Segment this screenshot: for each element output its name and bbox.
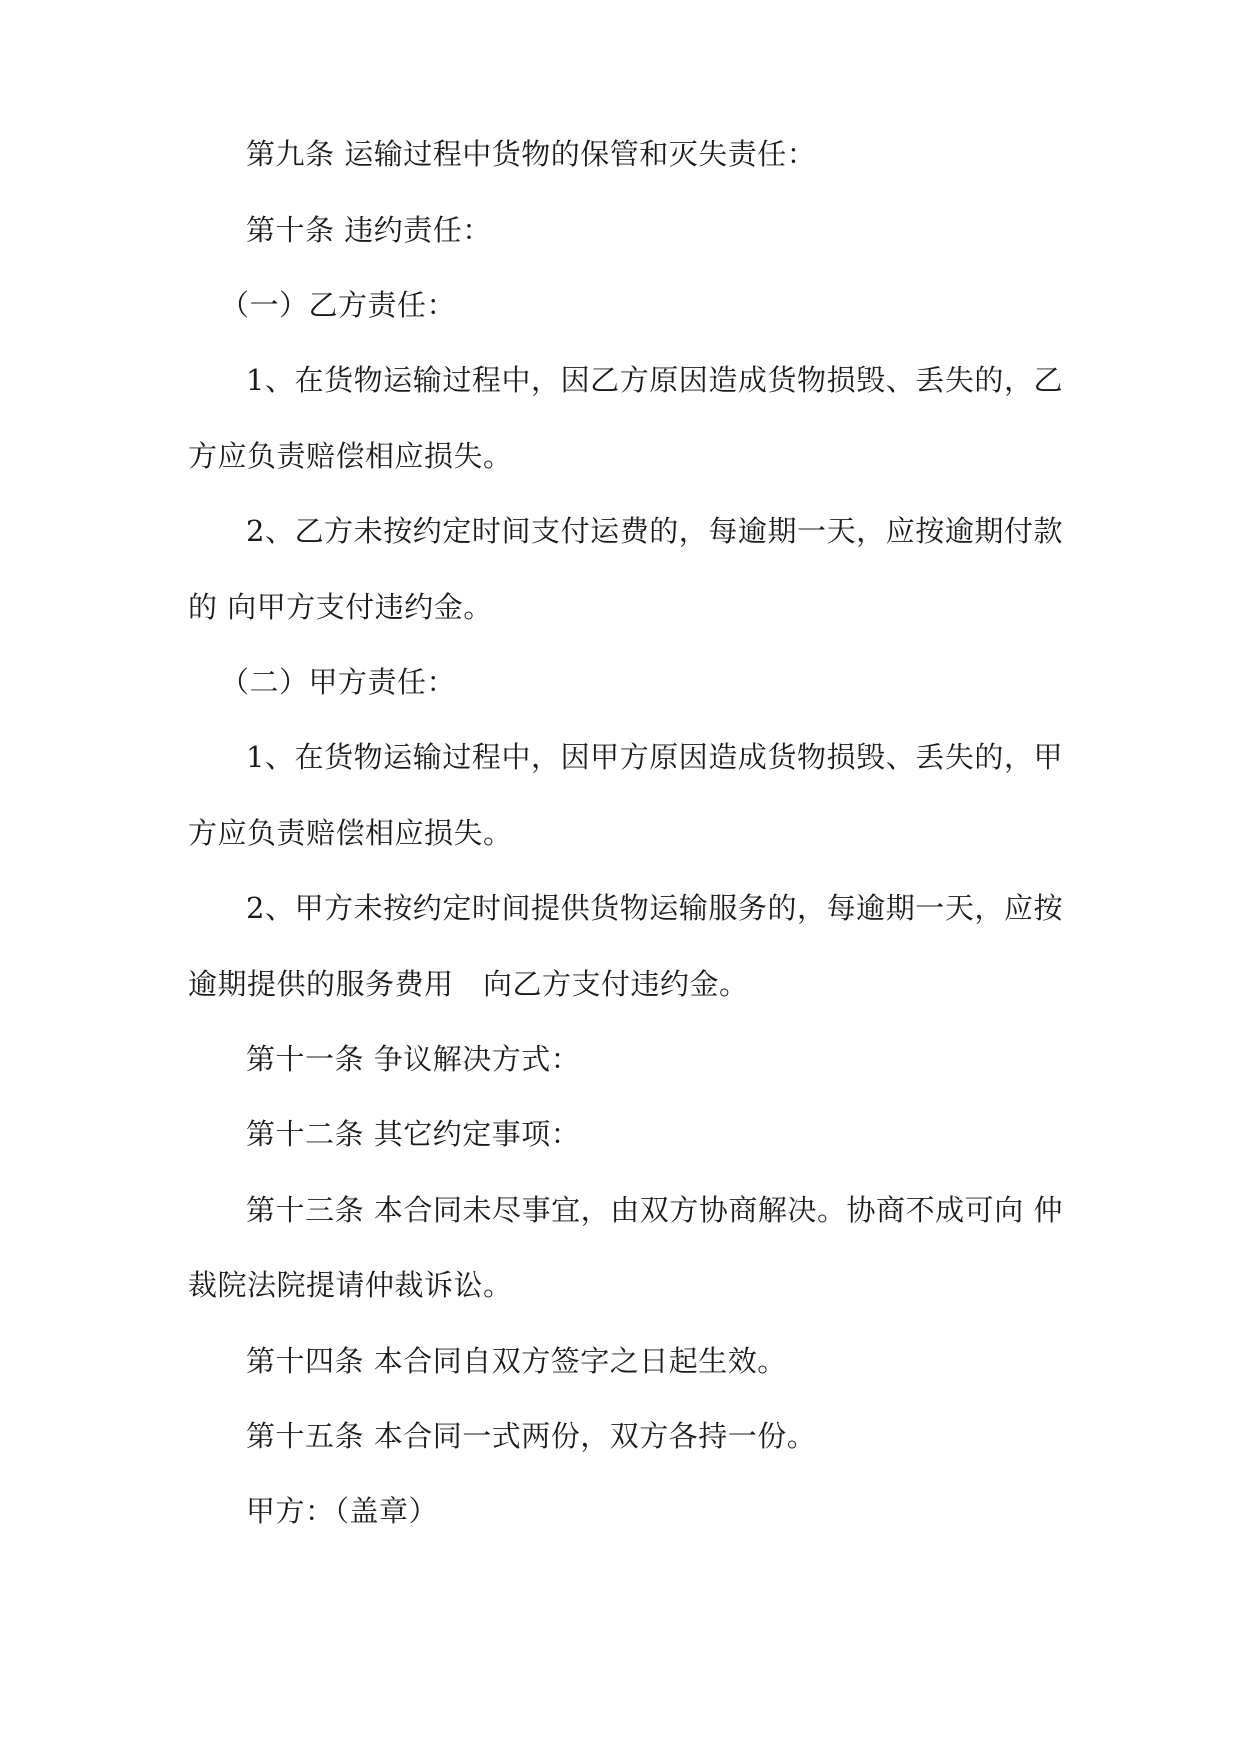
paragraph-line: 裁院法院提请仲裁诉讼。 [188, 1268, 513, 1302]
paragraph-line: 方应负责赔偿相应损失。 [188, 816, 513, 850]
paragraph-line: 逾期提供的服务费用 向乙方支付违约金。 [188, 967, 749, 1001]
party-a-liability-heading: （二）甲方责任： [220, 665, 457, 699]
party-b-liability-heading: （一）乙方责任： [220, 288, 457, 322]
article-14-text: 第十四条 本合同自双方签字之日起生效。 [246, 1344, 787, 1378]
article-11-heading: 第十一条 争议解决方式： [246, 1042, 581, 1076]
article-9-heading: 第九条 运输过程中货物的保管和灭失责任： [246, 137, 817, 171]
party-a-signature-line: 甲方：（盖章） [246, 1494, 439, 1528]
paragraph-line: 1、在货物运输过程中，因乙方原因造成货物损毁、丢失的，乙 [246, 363, 1063, 397]
article-10-heading: 第十条 违约责任： [246, 213, 492, 247]
paragraph-line: 第十三条 本合同未尽事宜，由双方协商解决。协商不成可向 仲 [246, 1193, 1063, 1227]
article-15-text: 第十五条 本合同一式两份，双方各持一份。 [246, 1419, 817, 1453]
paragraph-line: 方应负责赔偿相应损失。 [188, 439, 513, 473]
article-12-heading: 第十二条 其它约定事项： [246, 1117, 581, 1151]
paragraph-line: 的 向甲方支付违约金。 [188, 590, 493, 624]
paragraph-line: 1、在货物运输过程中，因甲方原因造成货物损毁、丢失的，甲 [246, 740, 1063, 774]
paragraph-line: 2、甲方未按约定时间提供货物运输服务的，每逾期一天，应按 [246, 891, 1063, 925]
paragraph-line: 2、乙方未按约定时间支付运费的，每逾期一天，应按逾期付款 [246, 514, 1063, 548]
